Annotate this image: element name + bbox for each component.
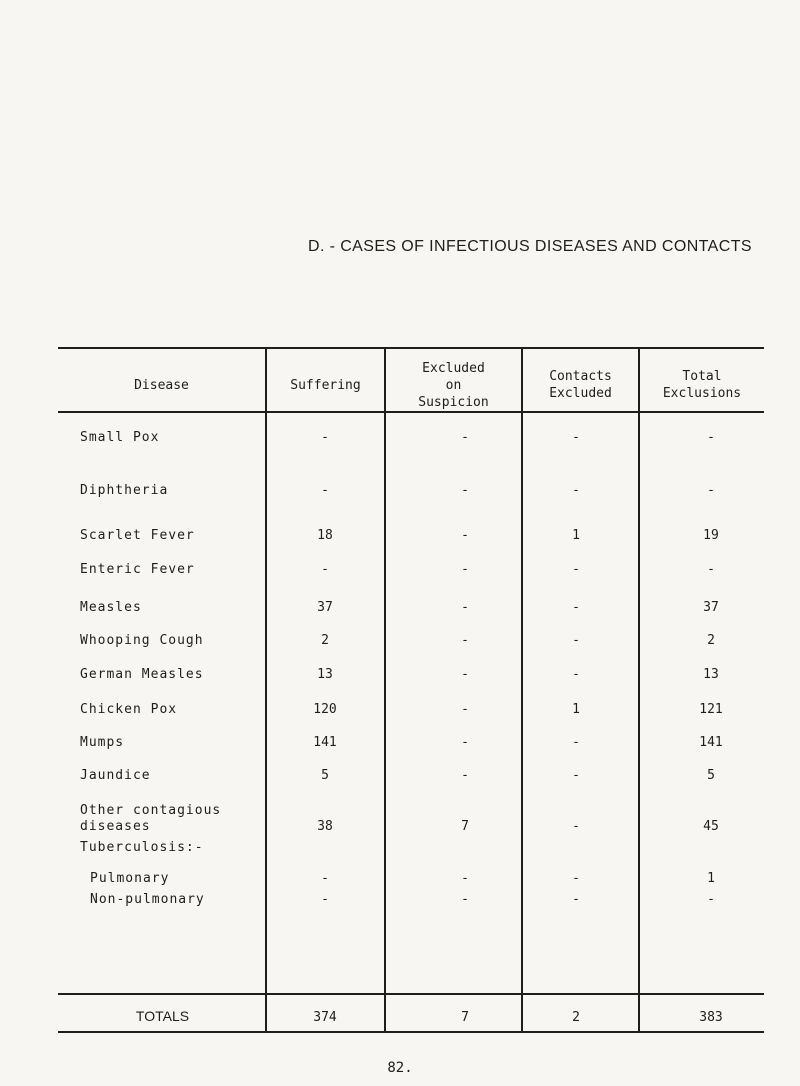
cell-suffering: 13 [317,667,333,682]
cell-suffering: - [321,892,329,907]
disease-name: Whooping Cough [80,633,204,648]
disease-name: Diphtheria [80,483,169,498]
cell-excluded-on-suspicion: - [461,600,469,615]
cell-contacts-excluded: - [572,892,580,907]
cell-contacts-excluded: 1 [572,702,580,717]
column-divider [384,347,386,1033]
cell-suffering: - [321,430,329,445]
cell-excluded-on-suspicion: - [461,633,469,648]
cell-suffering: 2 [321,633,329,648]
cell-total-exclusions: 121 [699,702,723,717]
cell-suffering: 5 [321,768,329,783]
table-top-rule [58,347,764,349]
column-divider [638,347,640,1033]
column-header-contacts-excluded: Contacts Excluded [549,369,612,401]
cell-suffering: 38 [317,819,333,834]
infectious-diseases-table [58,347,764,1033]
cell-excluded-on-suspicion: - [461,768,469,783]
disease-name: Small Pox [80,430,160,445]
disease-name: Enteric Fever [80,562,195,577]
cell-contacts-excluded: - [572,735,580,750]
cell-total-exclusions: 45 [703,819,719,834]
disease-name: Pulmonary [90,871,170,886]
cell-total-exclusions: - [707,483,715,498]
disease-name: Non-pulmonary [90,892,205,907]
totals-excluded: 7 [461,1010,469,1025]
cell-total-exclusions: - [707,562,715,577]
cell-contacts-excluded: 1 [572,528,580,543]
cell-contacts-excluded: - [572,483,580,498]
column-header-excluded-on-suspicion: Excluded on Suspicion [418,360,489,410]
cell-total-exclusions: 1 [707,871,715,886]
disease-name: Scarlet Fever [80,528,195,543]
totals-suffering: 374 [313,1010,337,1025]
cell-excluded-on-suspicion: - [461,735,469,750]
cell-suffering: 18 [317,528,333,543]
cell-contacts-excluded: - [572,667,580,682]
page-number: 82. [387,1060,413,1076]
cell-contacts-excluded: - [572,633,580,648]
cell-contacts-excluded: - [572,600,580,615]
column-header-disease: Disease [134,377,189,393]
cell-total-exclusions: - [707,892,715,907]
disease-name: Mumps [80,735,125,750]
cell-suffering: 37 [317,600,333,615]
totals-top-rule [58,993,764,995]
cell-contacts-excluded: - [572,819,580,834]
column-divider [521,347,523,1033]
cell-excluded-on-suspicion: - [461,528,469,543]
cell-excluded-on-suspicion: - [461,430,469,445]
cell-total-exclusions: 141 [699,735,723,750]
cell-suffering: 120 [313,702,337,717]
cell-excluded-on-suspicion: - [461,562,469,577]
column-header-total-exclusions: Total Exclusions [662,369,742,401]
totals-contacts: 2 [572,1010,580,1025]
cell-excluded-on-suspicion: - [461,702,469,717]
column-divider [265,347,267,1033]
cell-suffering: - [321,483,329,498]
totals-label: TOTALS [135,1008,190,1024]
disease-name: German Measles [80,667,204,682]
cell-total-exclusions: 19 [703,528,719,543]
cell-excluded-on-suspicion: - [461,871,469,886]
disease-name: Chicken Pox [80,702,178,717]
cell-suffering: - [321,562,329,577]
cell-total-exclusions: - [707,430,715,445]
totals-total: 383 [699,1010,723,1025]
column-header-suffering: Suffering [290,377,361,393]
cell-total-exclusions: 13 [703,667,719,682]
cell-contacts-excluded: - [572,871,580,886]
table-bottom-rule [58,1031,764,1033]
cell-contacts-excluded: - [572,430,580,445]
disease-name: Other contagious diseases [80,803,222,834]
cell-excluded-on-suspicion: - [461,483,469,498]
cell-total-exclusions: 5 [707,768,715,783]
cell-excluded-on-suspicion: - [461,892,469,907]
disease-name: Jaundice [80,768,151,783]
page-title: D. - CASES OF INFECTIOUS DISEASES AND CONTACTS [308,238,752,255]
cell-total-exclusions: 2 [707,633,715,648]
cell-excluded-on-suspicion: 7 [461,819,469,834]
cell-contacts-excluded: - [572,562,580,577]
cell-contacts-excluded: - [572,768,580,783]
cell-total-exclusions: 37 [703,600,719,615]
cell-excluded-on-suspicion: - [461,667,469,682]
cell-suffering: - [321,871,329,886]
disease-name: Tuberculosis:- [80,840,204,855]
disease-name: Measles [80,600,142,615]
cell-suffering: 141 [313,735,337,750]
